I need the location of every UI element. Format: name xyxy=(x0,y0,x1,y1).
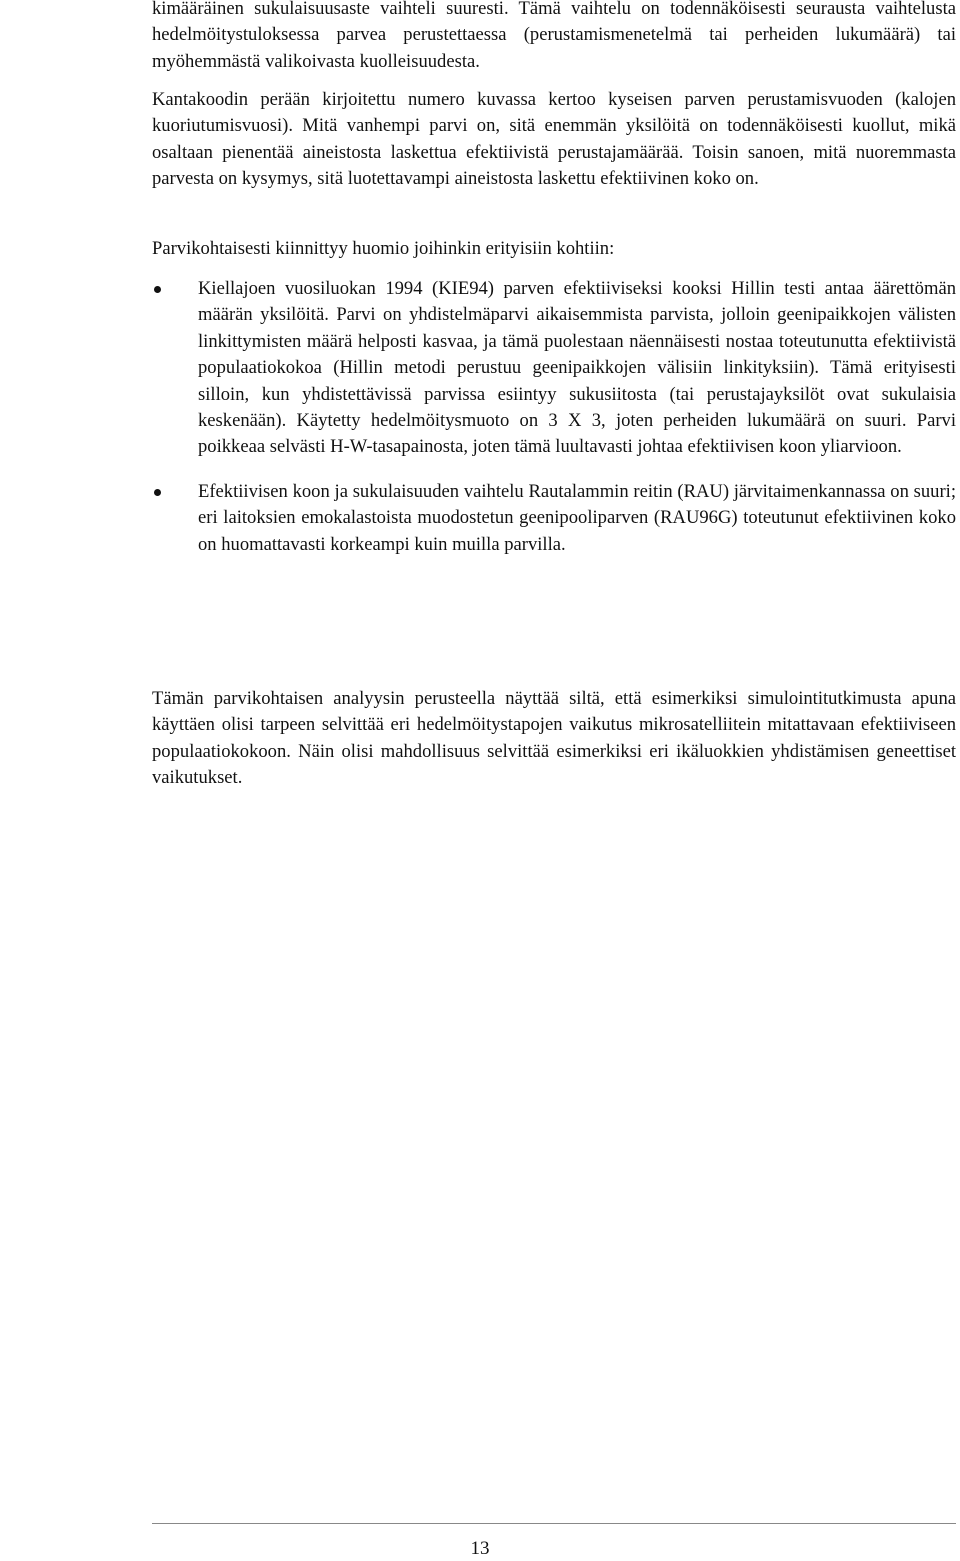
bullet-list xyxy=(152,276,956,576)
list-item-text: Kiellajoen vuosiluokan 1994 (KIE94) parven efektiiviseksi kooksi Hillin testi antaa äärettömän määrän yksilöitä. Parvi on yhdistelmäparvi aikaisemmista parvista, jolloin geenipaikkojen välisten linkittymisten määrä helposti kasvaa, ja tämä puolestaan näennäisesti nostaa toteutunutta efektiivistä populaatiokokoa (Hillin metodi perustuu geenipaikkojen välisiin linkityksiin). Tämä erityisesti silloin, kun yhdistettävissä parvissa esiintyy sukusiitosta (tai perustajayksilöt ovat sukulaisia keskenään). Käytetty hedelmöitysmuoto on 3 X 3, joten perheiden lukumäärä on suuri. Parvi poikkeaa selvästi H-W-tasapainosta, joten tämä luultavasti johtaa efektiivisen koon yliarvioon. xyxy=(198,278,956,458)
page-number: 13 xyxy=(470,1538,490,1559)
paragraph-continued: kimääräinen sukulaisuusaste vaihteli suuresti. Tämä vaihtelu on todennäköisesti seurausta vaihtelusta hedelmöitystuloksessa parvea perustettaessa (perustamismenetelmä tai perheiden lukumäärä) tai myöhemmästä valikoivasta kuolleisuudesta. xyxy=(152,0,956,72)
paragraph-conclusion: Tämän parvikohtaisen analyysin perusteella näyttää siltä, että esimerkiksi simulointitutkimusta apuna käyttäen olisi tarpeen selvittää eri hedelmöitystapojen vaikutus mikrosatelliitein mitattavaan efektiiviseen populaatiokokoon. Näin olisi mahdollisuus selvittää esimerkiksi eri ikäluokkien yhdistämisen geneettiset vaikutukset. xyxy=(152,688,956,789)
list-item-text: Efektiivisen koon ja sukulaisuuden vaihtelu Rautalammin reitin (RAU) järvitaimenkannassa on suuri; eri laitoksien emokalastoista muodostetun geenipooliparven (RAU96G) toteutunut efektiivinen koko on huomattavasti korkeampi kuin muilla parvilla. xyxy=(198,480,956,555)
bullet-icon xyxy=(154,489,161,496)
footer-divider xyxy=(152,1523,956,1524)
list-item xyxy=(152,276,956,461)
document-page xyxy=(152,0,956,1561)
list-item xyxy=(152,479,956,558)
bullet-icon xyxy=(154,286,161,293)
paragraph-founding-year: Kantakoodin perään kirjoitettu numero kuvassa kertoo kyseisen parven perustamisvuoden (kalojen kuoriutumisvuosi). Mitä vanhempi parvi on, sitä enemmän yksilöitä on todennäköisesti kuollut, mikä osaltaan pienentää aineistosta laskettua efektiivistä perustajamäärää. Toisin sanoen, mitä nuoremmasta parvesta on kysymys, sitä luotettavampi aineistosta laskettu efektiivinen koko on. xyxy=(152,89,956,190)
paragraph-list-intro: Parvikohtaisesti kiinnittyy huomio joihinkin erityisiin kohtiin: xyxy=(152,238,615,259)
